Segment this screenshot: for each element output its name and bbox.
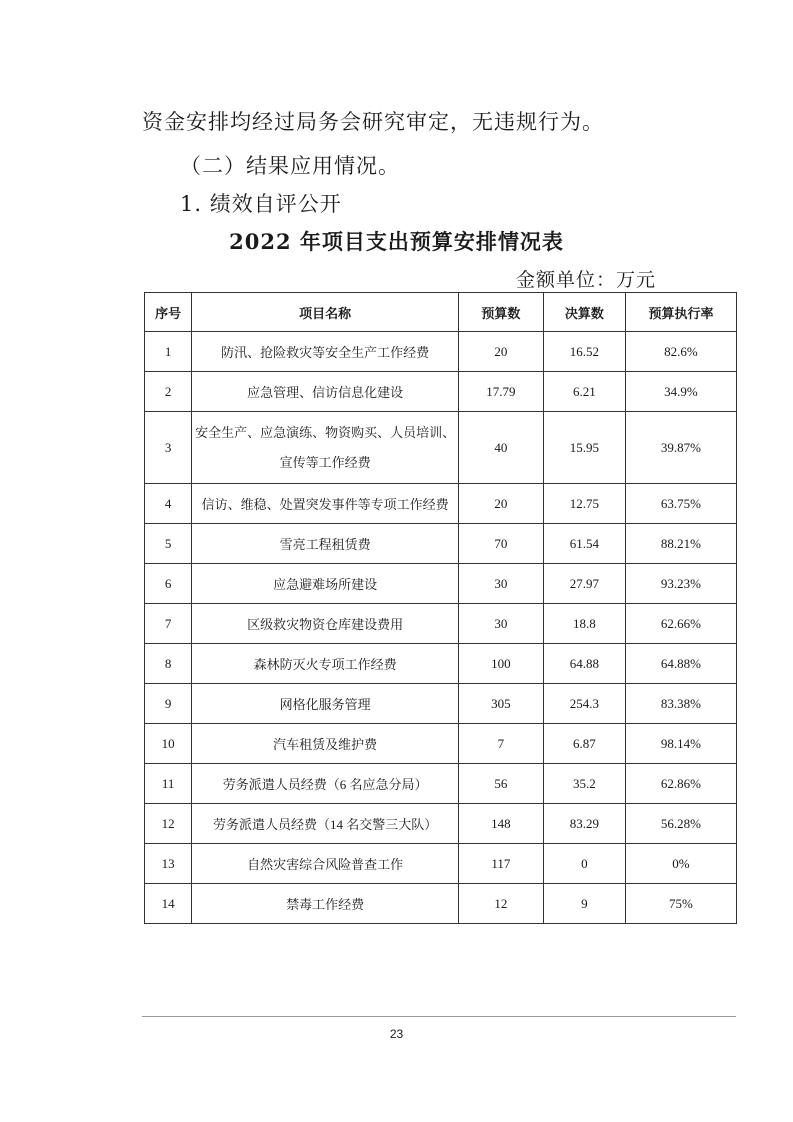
table-row (145, 412, 737, 484)
cell-budget: 7 (458, 724, 543, 764)
cell-budget: 148 (458, 804, 543, 844)
table-header-row (145, 293, 737, 332)
cell-budget: 100 (458, 644, 543, 684)
cell-budget: 30 (458, 564, 543, 604)
header-final: 决算数 (543, 293, 625, 332)
header-budget: 预算数 (458, 293, 543, 332)
cell-no: 14 (145, 884, 192, 924)
footer-divider (142, 1016, 736, 1017)
cell-budget: 117 (458, 844, 543, 884)
cell-name: 雪亮工程租赁费 (192, 524, 459, 564)
cell-final: 15.95 (543, 412, 625, 484)
cell-rate: 34.9% (625, 372, 736, 412)
cell-name: 森林防灭火专项工作经费 (192, 644, 459, 684)
table-row (145, 524, 737, 564)
cell-final: 18.8 (543, 604, 625, 644)
cell-rate: 39.87% (625, 412, 736, 484)
cell-final: 254.3 (543, 684, 625, 724)
cell-name-line-2: 宣传等工作经费 (279, 454, 371, 470)
table-row (145, 684, 737, 724)
table-row (145, 484, 737, 524)
cell-rate: 64.88% (625, 644, 736, 684)
unit-label: 金额单位：万元 (516, 269, 657, 291)
cell-rate: 62.86% (625, 764, 736, 804)
cell-no: 6 (145, 564, 192, 604)
cell-no: 1 (145, 332, 192, 372)
cell-final: 9 (543, 884, 625, 924)
cell-final: 27.97 (543, 564, 625, 604)
cell-rate: 0% (625, 844, 736, 884)
table-row (145, 764, 737, 804)
cell-budget: 20 (458, 484, 543, 524)
budget-table (144, 292, 737, 924)
cell-name-line-1: 安全生产、应急演练、物资购买、人员培训、 (195, 424, 456, 440)
cell-budget: 30 (458, 604, 543, 644)
cell-no: 2 (145, 372, 192, 412)
cell-final: 61.54 (543, 524, 625, 564)
table-row (145, 884, 737, 924)
cell-rate: 56.28% (625, 804, 736, 844)
cell-name (192, 412, 459, 484)
cell-rate: 98.14% (625, 724, 736, 764)
cell-name: 劳务派遣人员经费（14 名交警三大队） (192, 804, 459, 844)
cell-name: 自然灾害综合风险普查工作 (192, 844, 459, 884)
table-row (145, 604, 737, 644)
subsection-heading-disclosure: 1. 绩效自评公开 (180, 192, 342, 216)
cell-rate: 62.66% (625, 604, 736, 644)
cell-no: 13 (145, 844, 192, 884)
cell-name: 禁毒工作经费 (192, 884, 459, 924)
cell-rate: 83.38% (625, 684, 736, 724)
table-row (145, 564, 737, 604)
cell-name: 防汛、抢险救灾等安全生产工作经费 (192, 332, 459, 372)
cell-rate: 63.75% (625, 484, 736, 524)
cell-name: 区级救灾物资仓库建设费用 (192, 604, 459, 644)
cell-no: 11 (145, 764, 192, 804)
table-row (145, 372, 737, 412)
cell-final: 6.87 (543, 724, 625, 764)
table-title: 2022 年项目支出预算安排情况表 (229, 229, 564, 254)
cell-no: 10 (145, 724, 192, 764)
paragraph-approval: 资金安排均经过局务会研究审定，无违规行为。 (142, 110, 604, 134)
cell-final: 83.29 (543, 804, 625, 844)
cell-budget: 17.79 (458, 372, 543, 412)
cell-no: 12 (145, 804, 192, 844)
cell-final: 35.2 (543, 764, 625, 804)
header-name: 项目名称 (192, 293, 459, 332)
cell-name: 网格化服务管理 (192, 684, 459, 724)
cell-final: 0 (543, 844, 625, 884)
header-rate: 预算执行率 (625, 293, 736, 332)
cell-final: 16.52 (543, 332, 625, 372)
cell-no: 9 (145, 684, 192, 724)
cell-budget: 40 (458, 412, 543, 484)
cell-no: 7 (145, 604, 192, 644)
cell-rate: 75% (625, 884, 736, 924)
cell-budget: 70 (458, 524, 543, 564)
cell-rate: 88.21% (625, 524, 736, 564)
table-row (145, 644, 737, 684)
cell-budget: 12 (458, 884, 543, 924)
cell-rate: 93.23% (625, 564, 736, 604)
cell-name: 应急管理、信访信息化建设 (192, 372, 459, 412)
cell-name: 汽车租赁及维护费 (192, 724, 459, 764)
cell-budget: 305 (458, 684, 543, 724)
table-row (145, 804, 737, 844)
cell-no: 4 (145, 484, 192, 524)
cell-rate: 82.6% (625, 332, 736, 372)
page-number: 23 (389, 1027, 404, 1041)
cell-no: 8 (145, 644, 192, 684)
table-row (145, 844, 737, 884)
table-row (145, 332, 737, 372)
cell-no: 3 (145, 412, 192, 484)
cell-final: 12.75 (543, 484, 625, 524)
cell-name: 应急避难场所建设 (192, 564, 459, 604)
section-heading-results: （二）结果应用情况。 (180, 154, 400, 178)
cell-final: 6.21 (543, 372, 625, 412)
cell-final: 64.88 (543, 644, 625, 684)
cell-budget: 20 (458, 332, 543, 372)
header-no: 序号 (145, 293, 192, 332)
cell-no: 5 (145, 524, 192, 564)
table-row (145, 724, 737, 764)
cell-name: 信访、维稳、处置突发事件等专项工作经费 (192, 484, 459, 524)
cell-budget: 56 (458, 764, 543, 804)
cell-name: 劳务派遣人员经费（6 名应急分局） (192, 764, 459, 804)
